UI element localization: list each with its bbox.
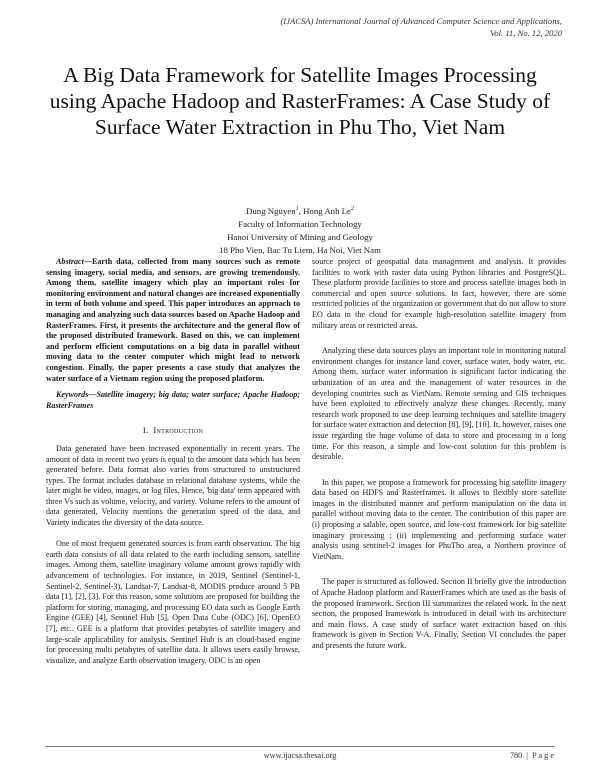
section-number: I. [142, 425, 149, 436]
author-names [0, 203, 600, 218]
paper-title: A Big Data Framework for Satellite Images Processing using Apache Hadoop and RasterFrames: A Case Study of Surface Water Extraction in Phu Tho, Viet Nam [49, 63, 551, 139]
journal-volume: Vol. 11, No. 12, 2020 [490, 27, 562, 38]
abstract [46, 257, 300, 384]
affiliation-line: Hanoi University of Mining and Geology [227, 231, 373, 242]
keywords [46, 390, 300, 411]
footer-rule [46, 746, 554, 747]
section-heading [46, 425, 300, 436]
author-1: Dung Nguyen [246, 205, 296, 216]
author-1-mark: 1 [295, 206, 299, 212]
body-paragraph: source project of geospatial data management and analysis. It provides facilities to work with raster data using Python libraries and PostgreSQL. These platform provide facilities to store and process satellite images both in commercial and open source solutions. In fact, however, there are some restricted policies of the organization or government that do not allow to store EO data in the cloud for example high-resolution satellite imagery from military areas or restricted areas. [312, 257, 566, 330]
abstract-label: Abstract— [56, 257, 92, 266]
abstract-text: Earth data, collected from many sources such as remote sensing imagery, social media, and sensors, are growing tremendously. Among them, satellite imagery which play an important roles for monitoring environment and natural changes are increased exponentially in term of both volume and speed. This paper introduces an approach to managing and analyzing such data sources based on Apache Hadoop and RasterFrames. First, it presents the architecture and the general flow of the proposed distributed framework. Based on this, we can implement and perform efficient computations on a big data in parallel without moving data to the center computer which might lead to network congestion. Finally, the paper presents a case study that analyzes the water surface of a Vietnam region using the proposed platform. [46, 257, 300, 383]
author-block [0, 203, 600, 257]
footer-page [510, 751, 554, 760]
section-title: Introduction [153, 425, 204, 436]
keywords-text: Satellite imagery; big data; water surface; Apache Hadoop; RasterFrames [46, 390, 300, 410]
left-column [46, 257, 300, 666]
affiliation-line: 18 Pho Vien, Bac Tu Liem, Ha Noi, Viet Nam [219, 244, 381, 255]
page-label: P a g e [531, 751, 554, 760]
body-paragraph: Analyzing these data sources plays an important role in monitoring natural environment changes for instance land cover, surface water, body water, etc. Among them, surface water information is significant factor indicating the urbanization of an area and the management of water resources in the developing countries such as VietNam. Remote sensing and GIS techniques have been exploited to effectively analyze these changes. Recently, many research work proposed to use deep learning techniques and satellite imagery for surface water extraction and detection [8], [9], [10]. It, however, raises one issue regarding the huge volume of data to store and processing in a long time. For this reason, a simple and low-cost solution for this problem is desirable. [312, 346, 566, 462]
journal-name: (IJACSA) International Journal of Advanced Computer Science and Applications, [280, 16, 562, 26]
page-separator: | [526, 751, 528, 760]
journal-header [280, 16, 562, 39]
body-paragraph: Data generated have been increased exponentially in recent years. The amount of data in recent two years is equal to the amount data which has been generated before. Data format also varies from structured to unstructured types. The format includes database in relational database systems, while the later might be video, images, or log files. Hence, 'big data' term appeared with three Vs such as volume, velocity, and variety. Volume refers to the amount of data generated, Velocity mentions the generation speed of the data, and Variety indicates the diversity of the data source. [46, 443, 300, 528]
page-number: 780 [509, 751, 523, 760]
author-2-mark: 2 [350, 206, 354, 212]
footer-url[interactable]: www.ijacsa.thesai.org [263, 751, 337, 760]
body-paragraph: The paper is structured as followed. Section II briefly give the introduction of Apache Hadoop platform and RasterFrames which are used as the basis of the proposed framework. Section III summarizes the related work. In the next section, the proposed framework is introduced in detail with its architecture and main flows. A case study of surface water extraction based on this framework is given in Section V-A. Finally, Section VI concludes the paper and presents the future work. [312, 577, 566, 650]
affiliation-line: Faculty of Information Technology [238, 218, 362, 229]
body-paragraph: One of most frequent generated sources is from earth observation. The big earth data consists of all data related to the earth including sensors, satellite images. Among them, satellite imaginary volume amount grows rapidly with advancement of technologies. For instance, in 2019, Sentinel (Sentinel-1, Sentinel-2, Sentinel-3), Landsat-7, Landsat-8, MODIS produce around 5 PB data [1], [2], [3]. For this reason, some solutions are proposed for building the platform for storing, managing, and processing EO data such as Google Earth Engine (GEE) [4], Sentinel Hub [5], Open Data Cube (ODC) [6], OpenEO [7], etc.. GEE is a platform that provides petabytes of satellite imagery and large-scale applicability for analysis. Sentinel Hub is an cloud-based engine for processing multi petabytes of satellite data. It allows users easily browse, visualize, and analyze Earth observation imagery. ODC is an open [46, 539, 300, 665]
body-paragraph: In this paper, we propose a framework for processing big satellite imagery data based on HDFS and Rasterframes. It allows to flexibly store satellite images in the distributed manner and perform manipulation on the data in parallel without moving data to the center. The contribution of this paper are (i) proposing a salable, open source, and low-cost framework for big satellite imaginary processing ; (ii) implementing and performing surface water analysis using sentinel-2 images for PhuTho area, a Northern province of VietNam. [312, 477, 566, 561]
author-separator: , [298, 205, 304, 216]
right-column [312, 257, 566, 652]
author-2: Hong Anh Le [303, 205, 351, 216]
keywords-label: Keywords— [56, 390, 97, 400]
